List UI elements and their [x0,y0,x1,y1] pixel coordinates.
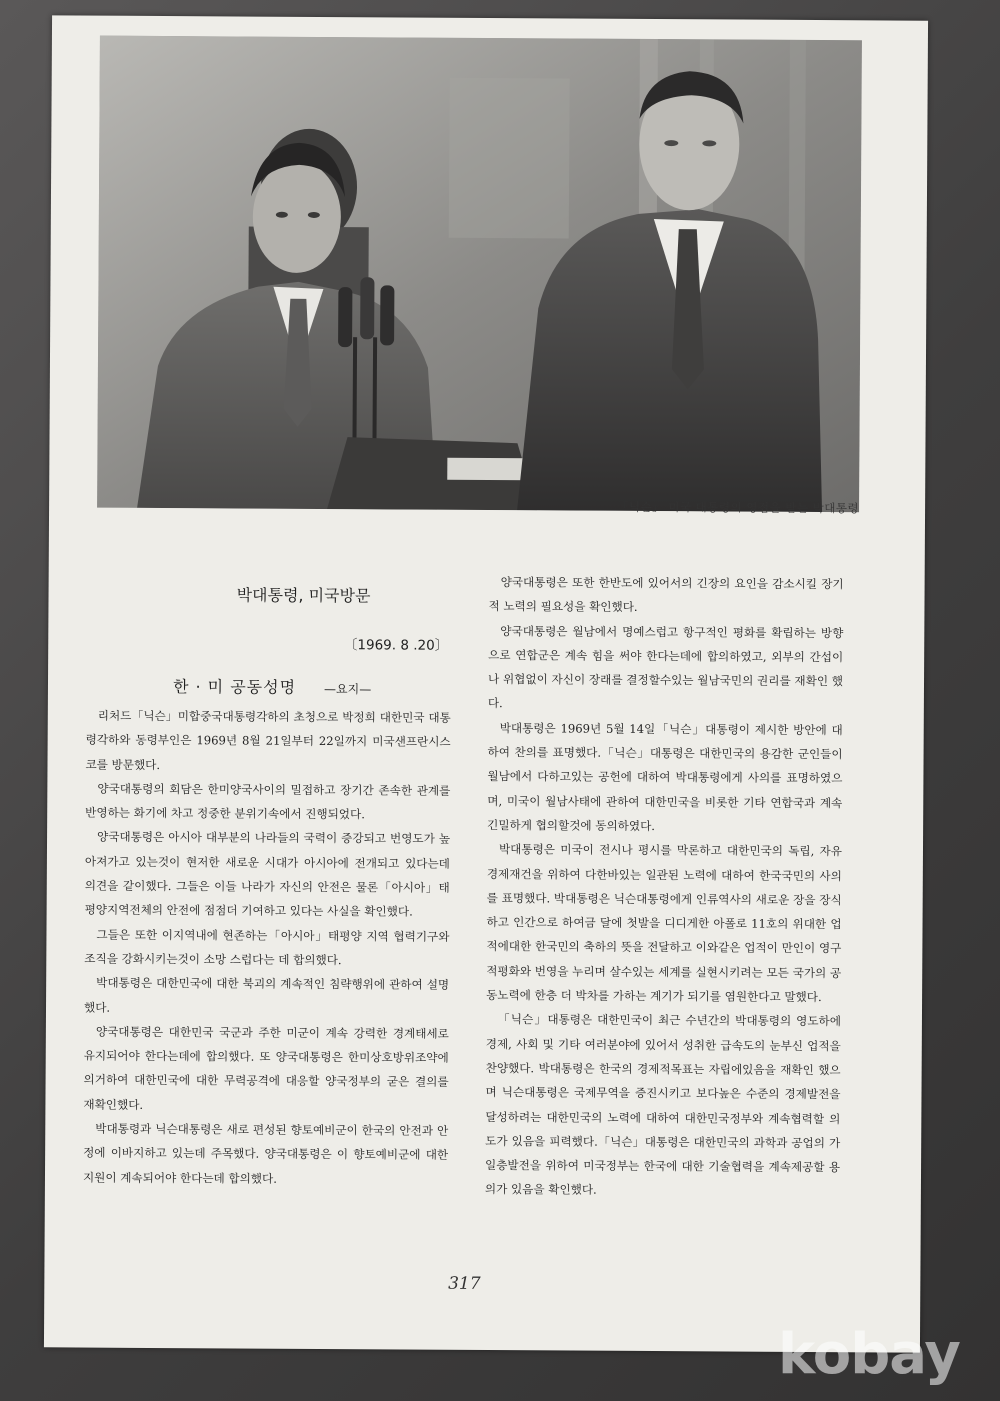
paragraph: 그들은 또한 이지역내에 현존하는「아시아」태평양 지역 협력기구와 조직을 강화시키는것이 소망 스럽다는 데 합의했다. [84,927,450,968]
article-subtitle [173,674,433,699]
photo-caption: 「닉슨」 미국 대통령의 영접을 받는 박대통령 [616,499,860,516]
paragraph: 리처드「닉슨」미합중국대통령각하의 초청으로 박정희 대한민국 대통령각하와 동령부인은 1969년 8월 21일부터 22일까지 미국샌프란시스코를 방문했다. [85,708,451,772]
paragraph: 양국대통령은 대한민국 국군과 주한 미군이 계속 강력한 경계태세로 유지되어야 한다는데에 합의했다. 또 양국대통령은 한미상호방위조약에 의거하여 대한민국에 대한 무력공격에 대응할 양국정부의 굳은 결의를 재확인했다. [83,1024,449,1112]
paragraph: 양국대통령은 아시아 대부분의 나라들의 국력이 증강되고 번영도가 높아져가고 있는것이 현저한 새로운 시대가 아시아에 전개되고 있다는데 의견을 같이했다. 그들은 이들 나라가 자신의 안전은 물론「아시아」태평양지역전체의 안전에 점점더 기여하고 있다는 사실을 확인했다. [84,830,451,919]
paragraph: 박대통령은 1969년 5월 14일「닉슨」대통령이 제시한 방안에 대하여 찬의를 표명했다.「닉슨」대통령은 대한민국의 용감한 군인들이 월남에서 다하고있는 공헌에 대하여 박대통령에게 사의를 표명하였으며, 미국이 월남사태에 관하여 대한민국을 비롯한 기타 연합국과 계속 긴밀하게 협의할것에 동의하였다. [487,720,843,834]
watermark-logo: kobay [778,1322,960,1387]
document-page [44,15,928,1352]
article-date: 〔1969. 8 .20〕 [343,637,449,654]
news-photo [97,36,862,513]
right-column [485,570,844,1204]
page-number: 317 [448,1273,481,1294]
subtitle-text: 한 · 미 공동성명 [172,677,297,697]
left-column [83,704,451,1192]
subtitle-tag: —요지— [324,682,372,697]
paragraph: 「닉슨」대통령은 대한민국이 최근 수년간의 박대통령의 영도하에 경제, 사회 및 기타 여러분야에 있어서 성취한 급속도의 눈부신 업적을 찬양했다. 박대통령은 한국의 경제적목표는 자립에있음을 재확인 했으며 닉슨대통령은 국제무역을 증진시키고 보다높은 수준의 경제발전을 달성하려는 대한민국의 노력에 대하여 대한민국정부와 계속협력할 의도가 있음을 피력했다.「닉슨」대통령은 대한민국의 과학과 공업의 가일층발전을 위하여 미국정부는 한국에 대한 기술협력을 계속제공할 용의가 있음을 확인했다. [484,1012,841,1198]
paragraph: 박대통령은 대한민국에 대한 북괴의 계속적인 침략행위에 관하여 설명했다. [83,975,450,1015]
article-title: 박대통령, 미국방문 [236,585,371,606]
photo-illustration [97,36,862,513]
paragraph: 양국대통령은 월남에서 명예스럽고 항구적인 평화를 확립하는 방향으로 연합군은 계속 힘을 써야 한다는데에 합의하였고, 외부의 간섭이나 위협없이 자신이 장래를 결정할수있는 월남국민의 권리를 재확인 했다. [487,623,844,711]
paragraph: 박대통령과 닉슨대통령은 새로 편성된 향토예비군이 한국의 안전과 안정에 이바지하고 있는데 주목했다. 양국대통령은 이 향토예비군에 대한 지원이 계속되어야 한다는데 합의했다. [82,1121,449,1186]
paragraph: 양국대통령은 또한 한반도에 있어서의 긴장의 요인을 감소시킬 장기적 노력의 필요성을 확인했다. [488,575,844,615]
paragraph: 박대통령은 미국이 전시나 평시를 막론하고 대한민국의 독립, 자유경제재건을 위하여 다한바있는 일관된 노력에 대하여 한국국민의 사의를 표명했다. 박대통령은 닉슨대통령에게 인류역사의 새로운 장을 장식하고 인간으로 하여금 달에 첫발을 디디게한 아폴로 11호의 위대한 업적에대한 한국민의 축하의 뜻을 전달하고 이와같은 업적이 만인이 영구적평화와 번영을 누리며 살수있는 세계를 실현시키려는 모든 국가의 공동노력에 한층 더 박차를 가하는 계기가 되기를 염원한다고 말했다. [486,842,843,1005]
paragraph: 양국대통령의 회담은 한미양국사이의 밀접하고 장기간 존속한 관계를 반영하는 화기에 차고 정중한 분위기속에서 진행되었다. [85,781,451,822]
